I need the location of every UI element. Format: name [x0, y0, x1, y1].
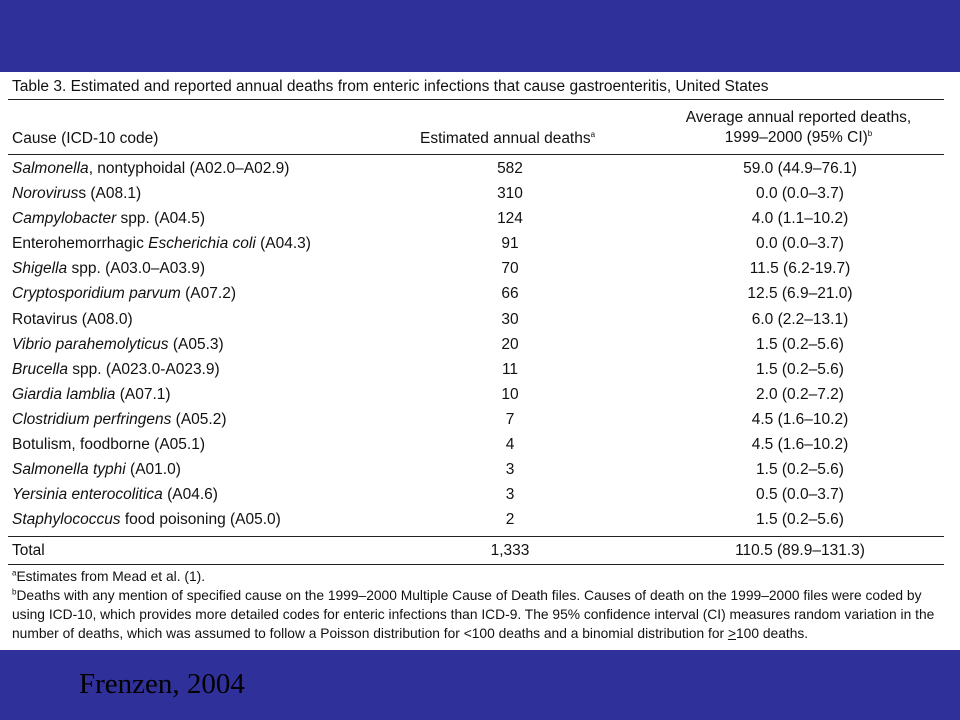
cell-estimated: 3 — [505, 486, 515, 504]
cause-code: (A07.1) — [115, 385, 171, 403]
cell-cause — [12, 482, 218, 507]
cause-code: (A05.2) — [171, 410, 227, 428]
table-row — [0, 307, 960, 332]
table-row — [0, 181, 960, 206]
cause-code: spp. (A04.5) — [116, 210, 205, 228]
footnote-a — [12, 567, 205, 586]
table-row — [0, 357, 960, 382]
table-row — [0, 332, 960, 357]
table-row — [0, 457, 960, 482]
cause-code: (A01.0) — [125, 461, 181, 479]
cause-organism: Campylobacter — [12, 210, 117, 228]
footnote-b-ge: > — [727, 626, 736, 641]
cause-organism: Shigella — [12, 260, 68, 278]
table-row — [0, 407, 960, 432]
cause-code: Botulism, foodborne (A05.1) — [12, 436, 205, 454]
header-reported — [682, 108, 915, 148]
cause-code: (A04.3) — [255, 235, 311, 253]
header-estimated — [420, 129, 595, 149]
rule-after-total — [8, 564, 944, 565]
cell-cause — [12, 281, 236, 306]
footnote-b-line2: using ICD-10, which provides more detailed codes for enteric infections than ICD-9. The 95% confidence interval (CI) measures random variation in the — [12, 607, 935, 622]
cell-cause — [12, 457, 181, 482]
cell-estimated: 582 — [497, 160, 523, 177]
table-row — [0, 206, 960, 231]
cell-estimated: 11 — [501, 360, 519, 378]
table-body — [0, 156, 960, 532]
table-caption: Table 3. Estimated and reported annual deaths from enteric infections that cause gastroenteritis, United States — [12, 78, 769, 95]
cause-organism: Vibrio parahemolyticus — [12, 335, 169, 353]
cause-code: (A05.3) — [168, 335, 224, 353]
footnote-b-line3 — [12, 624, 808, 643]
table-row — [0, 281, 960, 306]
cell-reported: 4.5 (1.6–10.2) — [751, 436, 849, 454]
cell-reported: 1.5 (0.2–5.6) — [756, 335, 844, 353]
cell-estimated: 10 — [501, 385, 519, 403]
header-band — [0, 0, 960, 72]
cell-cause — [12, 181, 141, 206]
cell-estimated: 70 — [501, 260, 519, 278]
cause-code: , nontyphoidal (A02.0–A02.9) — [88, 160, 290, 177]
footnote-b-mark: b — [12, 587, 17, 597]
footnote-a-text: Estimates from Mead et al. (1). — [16, 569, 206, 584]
header-reported-line2-text: 1999–2000 (95% CI) — [724, 129, 868, 146]
table-row — [0, 432, 960, 457]
table-row — [0, 382, 960, 407]
cell-estimated: 7 — [505, 410, 515, 428]
footnote-b-text3: number of deaths, which was assumed to follow a Poisson distribution for <100 deaths and a binomial distribution for — [12, 626, 728, 641]
cell-reported: 12.5 (6.9–21.0) — [747, 285, 853, 303]
cause-organism: Brucella — [12, 360, 68, 378]
total-label: Total — [12, 542, 45, 559]
cell-reported: 4.0 (1.1–10.2) — [751, 210, 849, 228]
rule-top — [8, 99, 944, 100]
cell-reported: 0.0 (0.0–3.7) — [756, 185, 844, 203]
cell-cause — [12, 307, 133, 332]
cell-estimated: 20 — [501, 335, 519, 353]
cell-cause — [12, 432, 205, 457]
cell-estimated: 66 — [501, 285, 519, 303]
cell-reported: 6.0 (2.2–13.1) — [751, 310, 849, 328]
cause-organism: Staphylococcus — [12, 511, 121, 529]
total-reported: 110.5 (89.9–131.3) — [735, 542, 865, 559]
cause-code: spp. (A023.0-A023.9) — [68, 360, 220, 378]
cause-code: (A04.6) — [162, 486, 218, 504]
cell-estimated: 2 — [505, 511, 515, 529]
table-row — [0, 482, 960, 507]
footnote-b-text1: Deaths with any mention of specified cause on the 1999–2000 Multiple Cause of Death files. Causes of death on the 1999–2000 files were coded by — [16, 588, 922, 603]
cause-organism: Salmonella typhi — [12, 461, 126, 479]
footnote-b-line1 — [12, 586, 922, 605]
cause-code: s (A08.1) — [78, 185, 142, 203]
cell-estimated: 3 — [505, 461, 515, 479]
cell-estimated: 91 — [501, 235, 519, 253]
cell-estimated: 310 — [497, 185, 523, 203]
cause-organism: Giardia lamblia — [12, 385, 116, 403]
cell-cause — [12, 357, 220, 382]
header-reported-line2 — [682, 128, 915, 148]
cell-reported: 0.0 (0.0–3.7) — [756, 235, 844, 253]
rule-header — [8, 154, 944, 155]
cause-organism: Escherichia coli — [148, 235, 256, 253]
author-citation: Frenzen, 2004 — [79, 668, 245, 700]
cause-code: food poisoning (A05.0) — [120, 511, 281, 529]
table-row — [0, 156, 960, 181]
table-row — [0, 256, 960, 281]
cell-cause — [12, 231, 311, 256]
table-row — [0, 507, 960, 532]
cause-code: (A07.2) — [180, 285, 236, 303]
total-row — [0, 539, 960, 563]
header-reported-line1: Average annual reported deaths, — [685, 109, 912, 126]
cause-organism: Cryptosporidium parvum — [12, 285, 181, 303]
cell-reported: 1.5 (0.2–5.6) — [756, 461, 844, 479]
cell-estimated: 4 — [505, 436, 515, 454]
footnote-a-mark: a — [12, 568, 17, 578]
cell-cause — [12, 332, 224, 357]
cell-reported: 2.0 (0.2–7.2) — [756, 385, 844, 403]
cell-cause — [12, 156, 289, 181]
cell-reported: 1.5 (0.2–5.6) — [756, 511, 844, 529]
cell-reported: 0.5 (0.0–3.7) — [756, 486, 844, 504]
cause-organism: Norovirus — [12, 185, 79, 203]
cell-cause — [12, 407, 227, 432]
cause-organism: Salmonella — [12, 160, 89, 177]
header-estimated-note: a — [590, 129, 596, 139]
cell-reported: 59.0 (44.9–76.1) — [743, 160, 857, 177]
cause-prefix: Enterohemorrhagic — [12, 235, 149, 253]
rule-before-total — [8, 536, 944, 537]
footnote-b-text3-end: 100 deaths. — [736, 626, 809, 641]
table-panel — [0, 72, 960, 650]
cell-cause — [12, 507, 281, 532]
header-estimated-label: Estimated annual deaths — [420, 130, 591, 147]
header-cause: Cause (ICD-10 code) — [12, 130, 159, 147]
header-reported-note: b — [867, 128, 873, 138]
table-row — [0, 231, 960, 256]
cause-organism: Yersinia enterocolitica — [12, 486, 163, 504]
cell-reported: 4.5 (1.6–10.2) — [751, 410, 849, 428]
cell-cause — [12, 382, 171, 407]
cause-code: spp. (A03.0–A03.9) — [67, 260, 206, 278]
cell-estimated: 124 — [497, 210, 523, 228]
cell-estimated: 30 — [501, 310, 519, 328]
cell-cause — [12, 256, 205, 281]
total-estimated: 1,333 — [490, 542, 530, 559]
cause-organism: Clostridium perfringens — [12, 410, 172, 428]
cell-reported: 1.5 (0.2–5.6) — [756, 360, 844, 378]
cause-code: Rotavirus (A08.0) — [12, 310, 133, 328]
cell-cause — [12, 206, 205, 231]
cell-reported: 11.5 (6.2-19.7) — [749, 260, 851, 278]
